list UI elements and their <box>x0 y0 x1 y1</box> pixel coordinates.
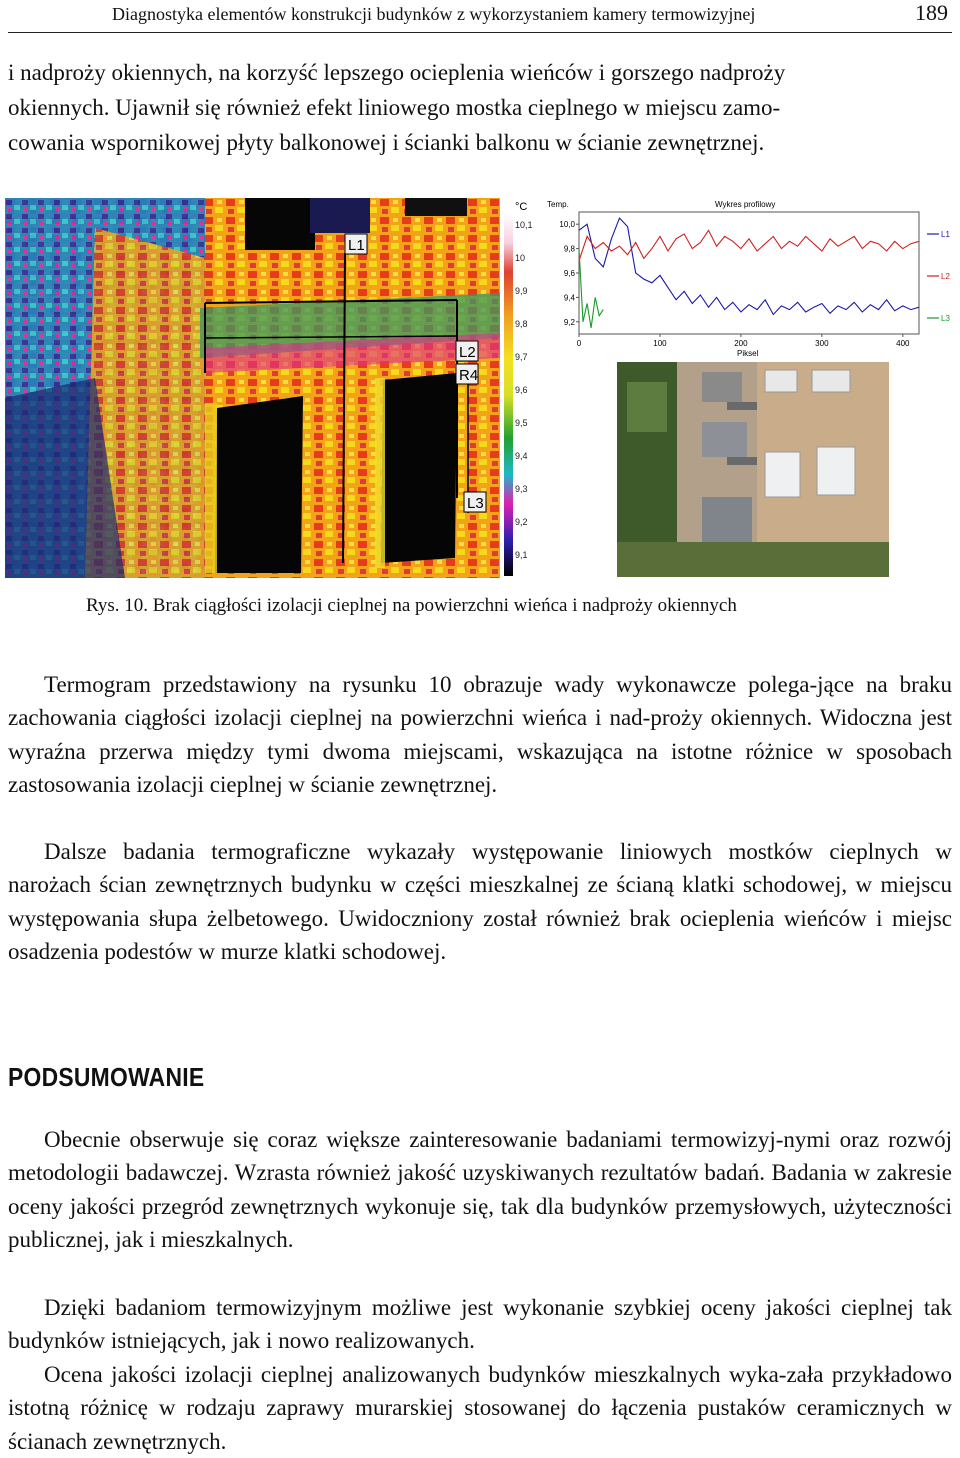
chart-ylabel: Temp. <box>547 200 569 209</box>
running-header <box>8 0 952 33</box>
scale-tick: 10,1 <box>515 220 533 230</box>
body-paragraph: Termogram przedstawiony na rysunku 10 obrazuje wady wykonawcze polega-jące na braku zachowania ciągłości izolacji cieplnej na powierzchni wieńca i nad-proży okiennych. Widoczna jest wyraźna przerwa między tymi dwoma miejscami, wskazująca na istotne różnice w sposobach zastosowania izolacji cieplnej w ścianie zewnętrznej. <box>8 672 952 798</box>
marker-label: L2 <box>459 344 476 361</box>
scale-tick: 9,9 <box>515 286 528 296</box>
scale-tick: 9,2 <box>515 517 528 527</box>
y-tick-label: 10,0 <box>559 220 575 230</box>
x-tick-label: 100 <box>653 339 667 348</box>
scale-unit: °C <box>515 201 528 213</box>
x-tick-label: 200 <box>734 339 748 348</box>
summary-paragraph: Ocena jakości izolacji cieplnej analizowanych budynków mieszkalnych wyka-zała przykładowo istotną różnicę w rodzaju zaprawy murarskiej stosowanej do łączenia pustaków ceramicznych w ścianach zewnętrznych. <box>8 1362 952 1454</box>
scale-tick: 9,4 <box>515 451 528 461</box>
scale-tick: 9,7 <box>515 352 528 362</box>
intro-line: cowania wspornikowej płyty balkonowej i ścianki balkonu w ścianie zewnętrznej. <box>8 130 765 155</box>
legend-label: L1 <box>941 230 950 239</box>
building-photo <box>617 362 889 577</box>
thermogram-image <box>5 198 500 578</box>
scale-tick: 10 <box>515 253 526 263</box>
page-number: 189 <box>915 0 948 25</box>
section-heading: PODSUMOWANIE <box>8 1062 205 1092</box>
chart-xlabel: Piksel <box>737 349 759 358</box>
summary-paragraph: Dzięki badaniom termowizyjnym możliwe jest wykonanie szybkiej oceny jakości cieplnej tak budynków istniejących, jak i nowo realizowanych. <box>8 1295 952 1354</box>
scale-tick: 9,8 <box>515 319 528 329</box>
x-tick-label: 0 <box>576 339 582 348</box>
chart-title: Wykres profilowy <box>715 200 776 209</box>
body-paragraph: Dalsze badania termograficzne wykazały występowanie liniowych mostków cieplnych w narożach ścian zewnętrznych budynku w części mieszkalnej ze ścianą klatki schodowej, w miejscu występowania słupa żelbetowego. Uwidoczniony został również brak ocieplenia wieńców i miejsc osadzenia podestów w murze klatki schodowej. <box>8 839 952 965</box>
summary-paragraph: Obecnie obserwuje się coraz większe zainteresowanie badaniami termowizyj-nymi oraz rozwój metodologii badawczej. Wzrasta również jakość uzyskiwanych rezultatów badań. Badania w zakresie oceny jakości przegród zewnętrznych wykonuje się, tak dla budynków przemysłowych, użyteczności publicznej, jak i mieszkalnych. <box>8 1127 952 1253</box>
legend-label: L3 <box>941 314 950 323</box>
marker-label: L3 <box>467 495 484 512</box>
scale-tick: 9,3 <box>515 484 528 494</box>
figure-caption: Rys. 10. Brak ciągłości izolacji cieplnej na powierzchni wieńca i nadproży okiennych <box>86 595 737 616</box>
marker-label: R4 <box>459 367 479 384</box>
x-tick-label: 300 <box>815 339 829 348</box>
y-tick-label: 9,6 <box>563 269 575 278</box>
y-tick-label: 9,2 <box>563 317 575 327</box>
series-line-l1 <box>579 218 919 314</box>
x-tick-label: 400 <box>896 339 910 348</box>
temperature-scale <box>502 198 542 578</box>
figure-10 <box>5 198 955 578</box>
series-line-l3 <box>579 249 603 328</box>
scale-tick: 9,1 <box>515 550 528 560</box>
plot-frame <box>579 212 919 334</box>
y-tick-label: 9,4 <box>563 293 575 303</box>
series-line-l2 <box>579 230 919 260</box>
intro-line: i nadproży okiennych, na korzyść lepszego ocieplenia wieńców i gorszego nadproży <box>8 60 786 85</box>
legend-label: L2 <box>941 272 950 281</box>
window-dark <box>245 198 315 250</box>
scale-tick: 9,6 <box>515 385 528 395</box>
scale-tick: 9,5 <box>515 418 528 428</box>
intro-line: okiennych. Ujawnił się również efekt liniowego mostka cieplnego w miejscu zamo- <box>8 95 781 120</box>
header-title: Diagnostyka elementów konstrukcji budynków z wykorzystaniem kamery termowizyjnej <box>112 4 756 24</box>
profile-chart <box>545 198 955 358</box>
marker-label: L1 <box>348 237 365 254</box>
y-tick-label: 9,8 <box>563 244 575 254</box>
